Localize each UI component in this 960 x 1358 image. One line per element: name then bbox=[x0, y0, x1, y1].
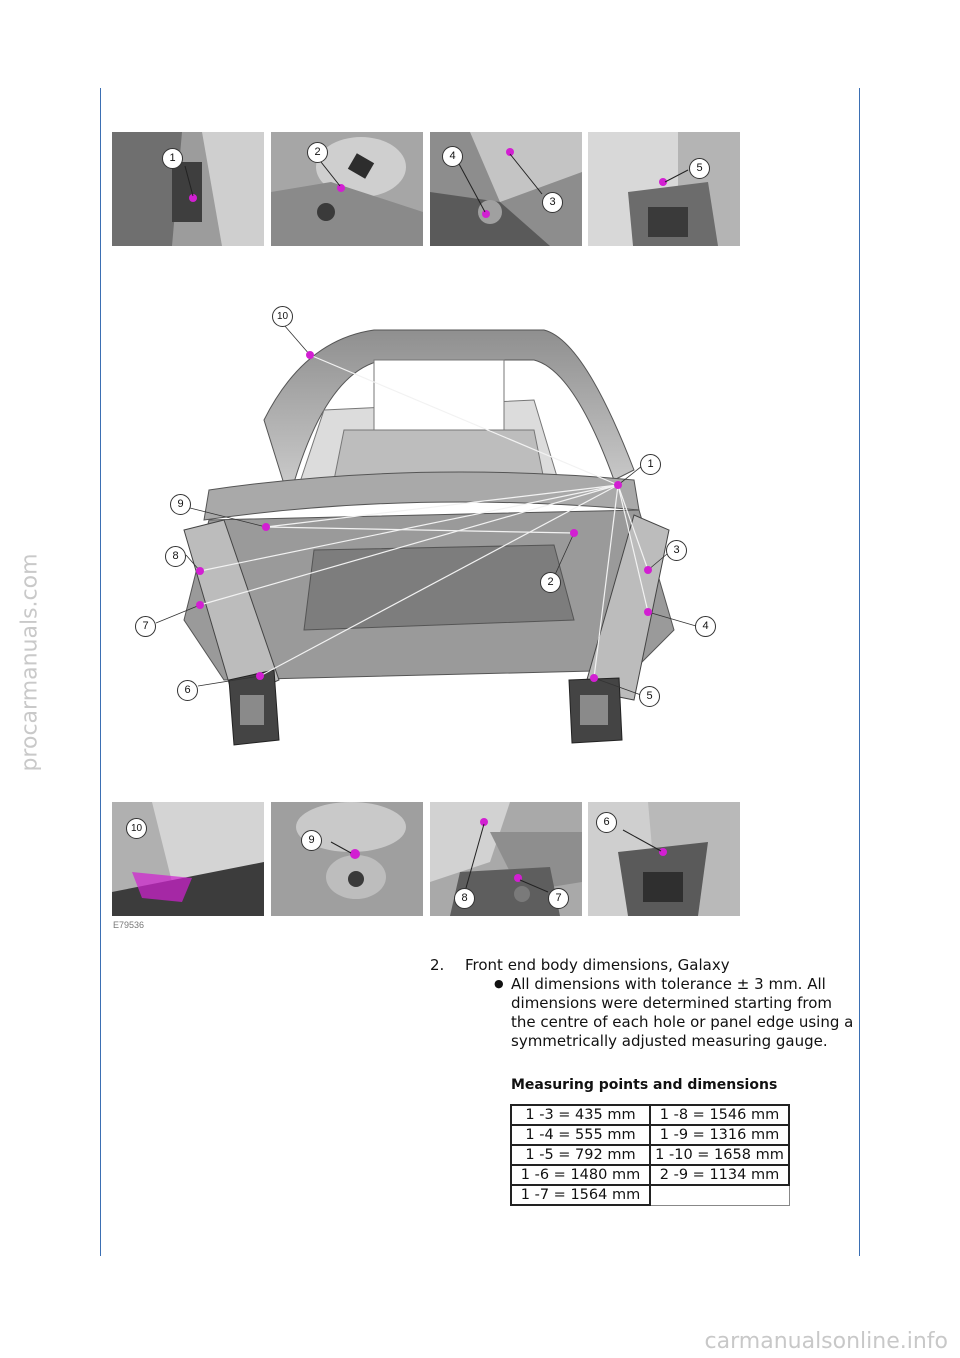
table-cell: 1 -6 = 1480 mm bbox=[511, 1165, 650, 1185]
table-cell: 1 -9 = 1316 mm bbox=[650, 1125, 789, 1145]
figure-id: E79536 bbox=[113, 920, 145, 930]
callout-top-4: 4 bbox=[442, 146, 463, 167]
step-number: 2. bbox=[430, 956, 445, 974]
table-heading: Measuring points and dimensions bbox=[511, 1077, 778, 1093]
callout-main-6: 6 bbox=[177, 680, 198, 701]
side-watermark: procarmanuals.com bbox=[17, 553, 43, 772]
bullet-text: All dimensions with tolerance ± 3 mm. All dimensions were determined starting from the centre of each hole or panel edge using a symmetrically adjusted measuring gauge. bbox=[511, 975, 854, 1050]
table-cell: 1 -7 = 1564 mm bbox=[511, 1185, 650, 1205]
detail-photo-7 bbox=[430, 802, 582, 916]
callout-top-5: 5 bbox=[689, 158, 710, 179]
detail-photo-1 bbox=[112, 132, 264, 246]
left-margin-rule bbox=[100, 88, 101, 1256]
callout-bottom-6: 6 bbox=[596, 812, 617, 833]
table-cell: 1 -10 = 1658 mm bbox=[650, 1145, 789, 1165]
callout-main-9: 9 bbox=[170, 494, 191, 515]
step-title: Front end body dimensions, Galaxy bbox=[465, 956, 730, 974]
table-cell: 1 -4 = 555 mm bbox=[511, 1125, 650, 1145]
dimensions-table bbox=[510, 1104, 790, 1206]
callout-main-3: 3 bbox=[666, 540, 687, 561]
table-cell: 1 -5 = 792 mm bbox=[511, 1145, 650, 1165]
callout-top-2: 2 bbox=[307, 142, 328, 163]
callout-main-8: 8 bbox=[165, 546, 186, 567]
callout-top-3: 3 bbox=[542, 192, 563, 213]
detail-photo-6 bbox=[271, 802, 423, 916]
callout-main-1: 1 bbox=[640, 454, 661, 475]
callout-bottom-7: 7 bbox=[548, 888, 569, 909]
body-structure-illustration bbox=[114, 300, 740, 760]
table-row bbox=[511, 1165, 789, 1185]
bullet-dot-icon: ● bbox=[494, 977, 504, 990]
callout-main-5: 5 bbox=[639, 686, 660, 707]
callout-main-4: 4 bbox=[695, 616, 716, 637]
callout-top-1: 1 bbox=[162, 148, 183, 169]
callout-main-10: 10 bbox=[272, 306, 293, 327]
callout-main-2: 2 bbox=[540, 572, 561, 593]
detail-photo-2 bbox=[271, 132, 423, 246]
table-cell-empty bbox=[650, 1185, 789, 1205]
table-row bbox=[511, 1125, 789, 1145]
footer-watermark: carmanualsonline.info bbox=[704, 1329, 948, 1354]
detail-photo-3 bbox=[430, 132, 582, 246]
right-margin-rule bbox=[859, 88, 860, 1256]
table-cell: 1 -8 = 1546 mm bbox=[650, 1105, 789, 1125]
detail-photo-8 bbox=[588, 802, 740, 916]
table-row bbox=[511, 1145, 789, 1165]
callout-bottom-8: 8 bbox=[454, 888, 475, 909]
table-row bbox=[511, 1105, 789, 1125]
table-row bbox=[511, 1185, 789, 1205]
callout-bottom-9: 9 bbox=[301, 830, 322, 851]
table-cell: 2 -9 = 1134 mm bbox=[650, 1165, 789, 1185]
callout-bottom-10: 10 bbox=[126, 818, 147, 839]
callout-main-7: 7 bbox=[135, 616, 156, 637]
table-cell: 1 -3 = 435 mm bbox=[511, 1105, 650, 1125]
detail-photo-5 bbox=[112, 802, 264, 916]
detail-photo-4 bbox=[588, 132, 740, 246]
